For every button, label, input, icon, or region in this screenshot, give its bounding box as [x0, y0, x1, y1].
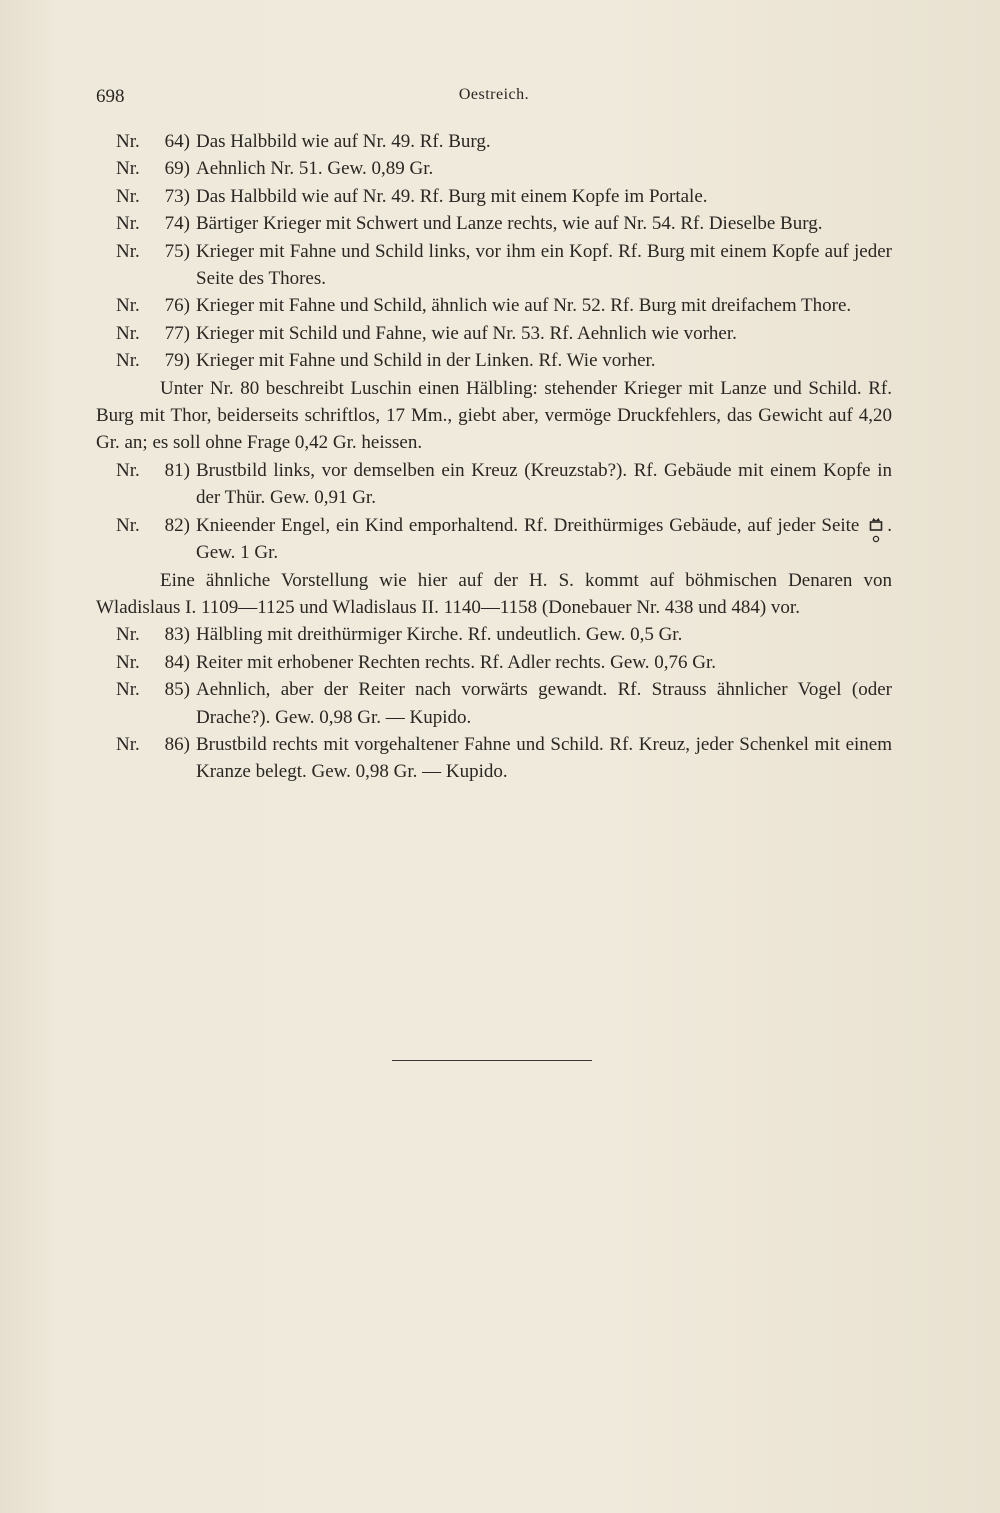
crown-ring-symbol-icon	[867, 517, 885, 533]
entry-label: Nr.	[116, 733, 140, 755]
paragraph-luschin: Unter Nr. 80 beschreibt Luschin einen Hälbling: stehender Krieger mit Lanze und Schild. Rf. Burg mit Thor, beiderseits schriftlos, 17 Mm., giebt aber, vermöge Druckfehlers, das Gewicht auf 4,20 Gr. an; es soll ohne Frage 0,42 Gr. heissen.	[96, 377, 892, 454]
entry-text: Hälbling mit dreithürmiger Kirche. Rf. undeutlich. Gew. 0,5 Gr.	[196, 624, 683, 646]
paragraph-denare: Eine ähnliche Vorstellung wie hier auf der H. S. kommt auf böhmischen Denaren von Wladislaus I. 1109—1125 und Wladislaus II. 1140—1158 (Donebauer Nr. 438 und 484) vor.	[96, 569, 892, 618]
entry-label: Nr.	[116, 322, 140, 344]
entry-text: Aehnlich, aber der Reiter nach vorwärts gewandt. Rf. Strauss ähnlicher Vogel (oder Drache?). Gew. 0,98 Gr. — Kupido.	[196, 679, 892, 728]
entry-number: 83)	[164, 624, 190, 646]
entry-number: 77)	[164, 322, 190, 344]
entry-text	[196, 512, 892, 567]
entry-number: 75)	[164, 240, 190, 262]
entry-text: Das Halbbild wie auf Nr. 49. Rf. Burg mit einem Kopfe im Portale.	[196, 185, 708, 207]
entry-label: Nr.	[116, 651, 140, 673]
entry-label: Nr.	[116, 213, 140, 235]
entry-number: 76)	[164, 295, 190, 317]
page-header	[96, 86, 892, 114]
entry-label: Nr.	[116, 459, 140, 481]
closing-rule	[392, 1060, 592, 1061]
running-head: Oestreich.	[458, 86, 530, 103]
entry-text: Brustbild links, vor demselben ein Kreuz (Kreuzstab?). Rf. Gebäude mit einem Kopfe in der Thür. Gew. 0,91 Gr.	[196, 459, 892, 509]
list-item	[96, 457, 892, 512]
list-item	[96, 128, 892, 155]
entry-text: Reiter mit erhobener Rechten rechts. Rf. Adler rechts. Gew. 0,76 Gr.	[196, 651, 717, 673]
list-item	[96, 320, 892, 347]
entry-label: Nr.	[116, 158, 140, 180]
entry-label: Nr.	[116, 131, 140, 152]
page-number: 698	[96, 86, 125, 107]
entry-text: Krieger mit Fahne und Schild links, vor ihm ein Kopf. Rf. Burg mit einem Kopfe auf jeder Seite des Thores.	[196, 240, 892, 290]
entry-list-1	[96, 128, 892, 375]
list-item	[96, 238, 892, 293]
list-item	[96, 649, 892, 676]
entry-label: Nr.	[116, 350, 140, 372]
entry-label: Nr.	[116, 240, 140, 262]
entry-text: Brustbild rechts mit vorgehaltener Fahne und Schild. Rf. Kreuz, jeder Schenkel mit einem Kranze belegt. Gew. 0,98 Gr. — Kupido.	[196, 733, 892, 783]
entry-label: Nr.	[116, 679, 140, 701]
entry-text: Krieger mit Fahne und Schild, ähnlich wie auf Nr. 52. Rf. Burg mit dreifachem Thore.	[196, 295, 852, 317]
list-item-82	[96, 512, 892, 567]
entry-list-2	[96, 457, 892, 512]
entry-text-part: . Gew. 1 Gr.	[196, 514, 892, 564]
list-item	[96, 292, 892, 319]
entry-text-part: Knieender Engel, ein Kind emporhaltend. Rf. Dreithürmiges Gebäude, auf jeder Seite	[196, 514, 860, 536]
entry-number: 73)	[164, 185, 190, 207]
entry-text: Bärtiger Krieger mit Schwert und Lanze rechts, wie auf Nr. 54. Rf. Dieselbe Burg.	[196, 213, 823, 235]
entry-number: 81)	[164, 459, 190, 481]
entry-number: 69)	[164, 158, 190, 180]
entry-text: Krieger mit Fahne und Schild in der Linken. Rf. Wie vorher.	[196, 350, 656, 372]
list-item	[96, 155, 892, 182]
entry-number: 82)	[164, 514, 190, 536]
list-item	[96, 676, 892, 731]
entry-text: Das Halbbild wie auf Nr. 49. Rf. Burg.	[196, 131, 491, 152]
entry-number: 86)	[164, 733, 190, 755]
entry-label: Nr.	[116, 295, 140, 317]
list-item	[96, 731, 892, 786]
entry-text: Aehnlich Nr. 51. Gew. 0,89 Gr.	[196, 158, 434, 180]
entry-number: 84)	[164, 651, 190, 673]
entry-label: Nr.	[116, 624, 140, 646]
list-item	[96, 183, 892, 210]
entry-number: 74)	[164, 213, 190, 235]
list-item	[96, 347, 892, 374]
entry-number: 85)	[164, 679, 190, 701]
entry-label: Nr.	[116, 514, 140, 536]
entry-label: Nr.	[116, 185, 140, 207]
entry-list-3	[96, 621, 892, 785]
entry-text: Krieger mit Schild und Fahne, wie auf Nr. 53. Rf. Aehnlich wie vorher.	[196, 322, 737, 344]
list-item	[96, 621, 892, 648]
list-item	[96, 210, 892, 237]
entry-number: 64)	[164, 131, 190, 152]
entry-number: 79)	[164, 350, 190, 372]
body-text	[96, 128, 892, 786]
